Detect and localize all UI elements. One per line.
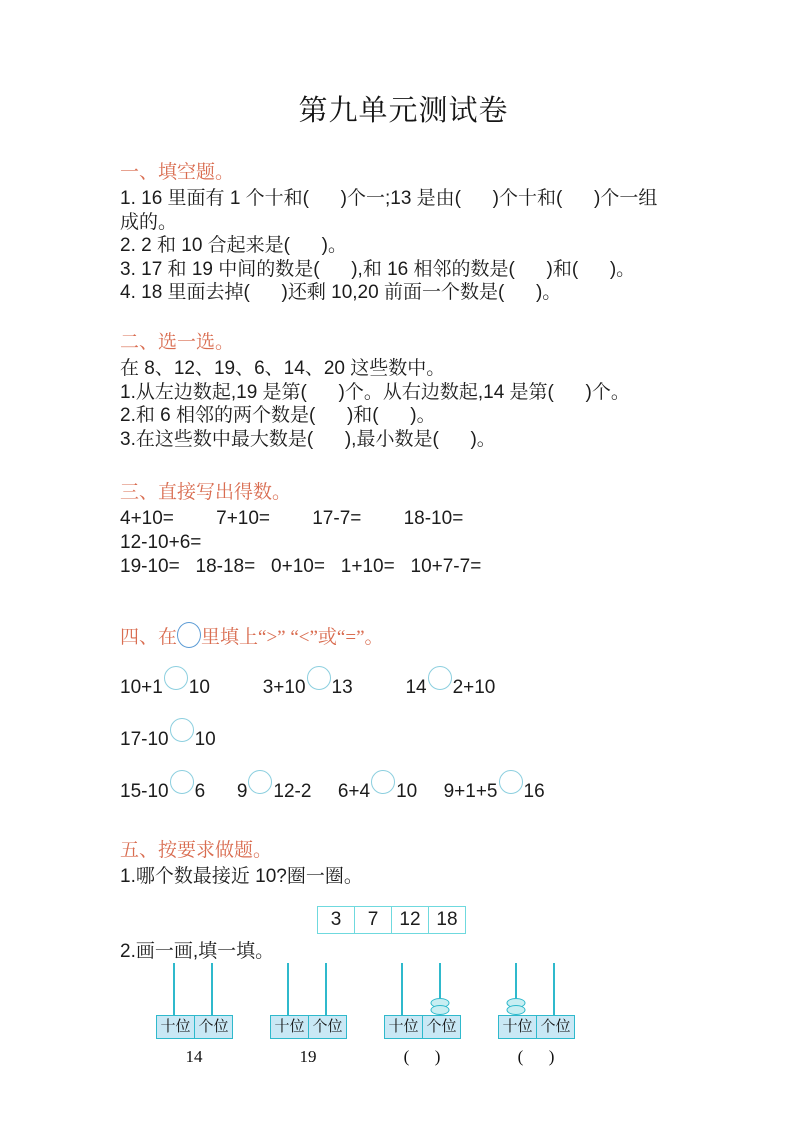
question-line: 3. 17 和 19 中间的数是( ),和 16 相邻的数是( )和( )。 bbox=[120, 258, 636, 280]
number-choice-table bbox=[317, 906, 735, 934]
place-value-abacus-4 bbox=[498, 963, 575, 1067]
comparison-row: 15-10 6 9 12-2 6+4 10 9+1+5 16 bbox=[120, 770, 735, 806]
comparison-row: 10+1 10 3+10 13 14 2+10 bbox=[120, 666, 735, 702]
abacus-rods bbox=[498, 963, 574, 1015]
answer-circle[interactable] bbox=[170, 718, 194, 742]
question-line: 2. 2 和 10 合起来是( )。 bbox=[120, 235, 347, 257]
question-line: 4. 18 里面去掉( )还剩 10,20 前面一个数是( )。 bbox=[120, 282, 562, 304]
ones-rod bbox=[553, 963, 555, 1015]
abacus-bead bbox=[431, 1005, 450, 1015]
comparison-row: 17-10 10 bbox=[120, 718, 735, 754]
section-compare bbox=[120, 622, 735, 806]
place-value-box bbox=[498, 1015, 575, 1039]
section-three-heading: 三、直接写出得数。 bbox=[120, 482, 292, 504]
abacus-diagrams bbox=[120, 963, 735, 1067]
calculation-row: 12-10+6= bbox=[120, 531, 202, 553]
answer-circle[interactable] bbox=[371, 770, 395, 794]
place-value-box bbox=[270, 1015, 347, 1039]
question-line: 在 8、12、19、6、14、20 这些数中。 bbox=[120, 357, 446, 379]
question-line: 3.在这些数中最大数是( ),最小数是( )。 bbox=[120, 428, 496, 450]
answer-circle[interactable] bbox=[428, 666, 452, 690]
abacus-rods bbox=[270, 963, 346, 1015]
abacus-value: 19 bbox=[299, 1047, 317, 1067]
section-one-heading: 一、填空题。 bbox=[120, 162, 235, 183]
section-tasks bbox=[120, 839, 735, 1067]
section-five-heading: 五、按要求做题。 bbox=[120, 840, 273, 862]
question-line: 2.和 6 相邻的两个数是( )和( )。 bbox=[120, 405, 436, 427]
ones-place-label: 个位 bbox=[308, 1016, 346, 1038]
section-calculation bbox=[120, 481, 735, 578]
tens-place-label: 十位 bbox=[388, 1018, 419, 1036]
ones-rod bbox=[325, 963, 327, 1015]
place-value-box bbox=[156, 1015, 233, 1039]
ones-rod bbox=[211, 963, 213, 1015]
abacus-rods bbox=[156, 963, 232, 1015]
choice-cell[interactable]: 18 bbox=[428, 906, 466, 934]
place-value-box bbox=[384, 1015, 461, 1039]
abacus-bead bbox=[507, 1005, 526, 1015]
ones-rod bbox=[439, 963, 441, 1015]
section-choose bbox=[120, 331, 735, 451]
abacus-value: 14 bbox=[185, 1047, 203, 1067]
choice-cell[interactable]: 12 bbox=[391, 906, 429, 934]
answer-circle[interactable] bbox=[177, 622, 201, 648]
answer-circle[interactable] bbox=[164, 666, 188, 690]
calculation-row: 4+10= 7+10= 17-7= 18-10= bbox=[120, 508, 464, 530]
question-line: 1. 16 里面有 1 个十和( )个一;13 是由( )个十和( )个一组 bbox=[120, 188, 658, 209]
question-line: 1.从左边数起,19 是第( )个。从右边数起,14 是第( )个。 bbox=[120, 381, 630, 403]
choice-cell[interactable]: 7 bbox=[354, 906, 392, 934]
section-fill-in-blanks bbox=[120, 161, 735, 305]
tens-rod bbox=[173, 963, 175, 1015]
place-value-abacus-2 bbox=[270, 963, 347, 1067]
place-value-abacus-1 bbox=[156, 963, 233, 1067]
answer-circle[interactable] bbox=[248, 770, 272, 794]
choice-cell[interactable]: 3 bbox=[317, 906, 355, 934]
ones-place-label: 个位 bbox=[194, 1016, 232, 1038]
abacus-rods bbox=[384, 963, 460, 1015]
ones-place-label: 个位 bbox=[536, 1016, 574, 1038]
calculation-row: 19-10= 18-18= 0+10= 1+10= 10+7-7= bbox=[120, 555, 482, 577]
question-line: 2.画一画,填一填。 bbox=[120, 940, 275, 962]
tens-place-label: 十位 bbox=[502, 1018, 533, 1036]
answer-circle[interactable] bbox=[307, 666, 331, 690]
tens-rod bbox=[287, 963, 289, 1015]
question-line: 成的。 bbox=[120, 211, 178, 233]
tens-rod bbox=[401, 963, 403, 1015]
ones-place-label: 个位 bbox=[422, 1016, 460, 1038]
place-value-abacus-3 bbox=[384, 963, 461, 1067]
page-title: 第九单元测试卷 bbox=[298, 95, 509, 127]
tens-place-label: 十位 bbox=[274, 1018, 305, 1036]
section-two-heading: 二、选一选。 bbox=[120, 331, 235, 353]
question-line: 1.哪个数最接近 10?圈一圈。 bbox=[120, 866, 363, 888]
section-four-heading: 四、在 里填上“>” “<”或“=”。 bbox=[120, 622, 735, 650]
tens-place-label: 十位 bbox=[160, 1018, 191, 1036]
abacus-answer-blank: ( ) bbox=[517, 1047, 555, 1067]
abacus-answer-blank: ( ) bbox=[403, 1047, 441, 1067]
answer-circle[interactable] bbox=[170, 770, 194, 794]
tens-rod bbox=[515, 963, 517, 1015]
answer-circle[interactable] bbox=[499, 770, 523, 794]
